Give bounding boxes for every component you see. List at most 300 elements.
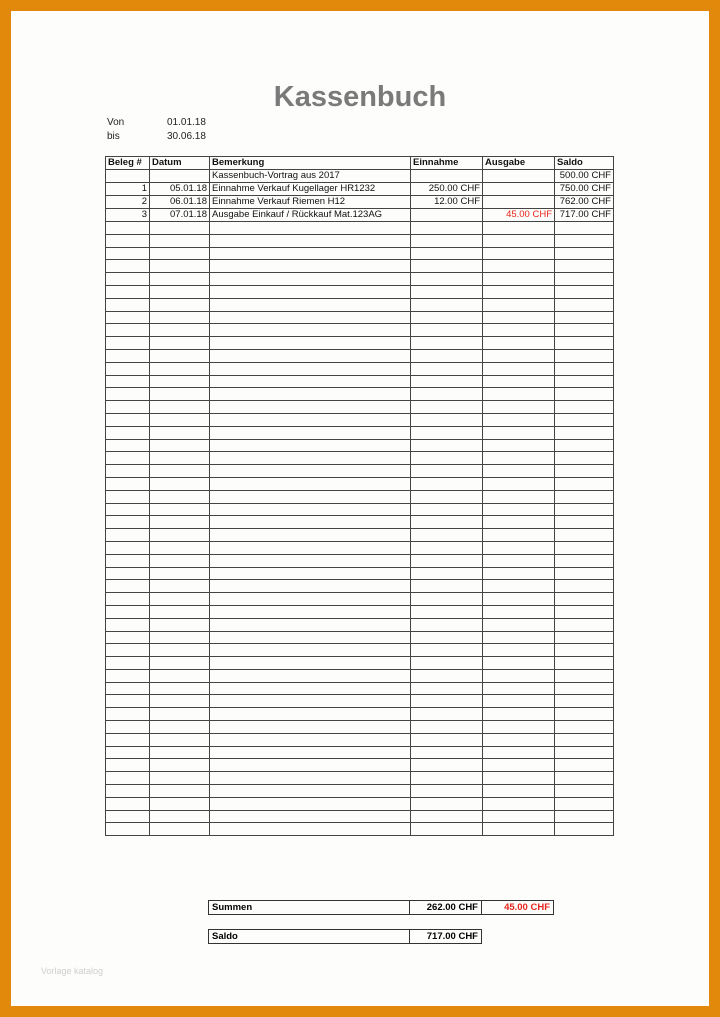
empty-table-row [106,324,614,337]
empty-cell [483,477,555,490]
empty-cell [555,541,614,554]
empty-cell [555,797,614,810]
empty-cell [210,273,411,286]
empty-cell [483,644,555,657]
empty-cell [106,401,150,414]
empty-cell [411,477,483,490]
empty-table-row [106,503,614,516]
empty-cell [555,810,614,823]
empty-cell [106,388,150,401]
empty-cell [106,593,150,606]
empty-cell [483,554,555,567]
empty-cell [555,490,614,503]
empty-cell [555,452,614,465]
empty-cell [555,554,614,567]
cell-bemerkung: Kassenbuch-Vortrag aus 2017 [210,170,411,183]
cell-ausgabe: 45.00 CHF [483,209,555,222]
empty-cell [210,337,411,350]
empty-cell [411,401,483,414]
empty-table-row [106,772,614,785]
empty-table-row [106,669,614,682]
empty-table-row [106,695,614,708]
empty-cell [150,631,210,644]
empty-table-row [106,375,614,388]
header-datum: Datum [150,157,210,170]
empty-cell [106,772,150,785]
empty-cell [106,733,150,746]
totals-label: Summen [209,901,410,915]
period-from-label: Von [107,117,125,128]
empty-table-row [106,465,614,478]
empty-cell [411,503,483,516]
empty-cell [483,452,555,465]
empty-cell [150,465,210,478]
empty-cell [555,644,614,657]
empty-cell [483,785,555,798]
empty-cell [483,605,555,618]
empty-cell [411,541,483,554]
empty-cell [555,401,614,414]
empty-table-row [106,554,614,567]
empty-cell [106,285,150,298]
empty-cell [150,426,210,439]
empty-cell [150,285,210,298]
empty-cell [555,682,614,695]
empty-cell [411,337,483,350]
empty-cell [106,605,150,618]
empty-table-row [106,311,614,324]
empty-cell [411,618,483,631]
empty-cell [483,682,555,695]
empty-cell [210,222,411,235]
empty-cell [210,503,411,516]
empty-cell [150,452,210,465]
empty-cell [483,810,555,823]
cell-einnahme [411,170,483,183]
empty-cell [150,529,210,542]
empty-cell [150,605,210,618]
header-ausgabe: Ausgabe [483,157,555,170]
empty-cell [483,657,555,670]
empty-cell [411,529,483,542]
empty-cell [555,222,614,235]
empty-cell [210,285,411,298]
empty-cell [555,759,614,772]
empty-cell [483,516,555,529]
totals-ausgabe: 45.00 CHF [482,901,554,915]
empty-cell [150,516,210,529]
cell-bemerkung: Einnahme Verkauf Riemen H12 [210,196,411,209]
empty-cell [411,746,483,759]
empty-cell [411,285,483,298]
empty-cell [411,669,483,682]
empty-cell [411,247,483,260]
empty-cell [210,413,411,426]
balance-label: Saldo [209,930,410,944]
empty-cell [411,452,483,465]
empty-table-row [106,349,614,362]
empty-cell [150,554,210,567]
empty-cell [150,797,210,810]
empty-cell [106,503,150,516]
empty-table-row [106,529,614,542]
empty-cell [555,375,614,388]
empty-cell [150,324,210,337]
empty-cell [210,260,411,273]
empty-cell [210,682,411,695]
empty-table-row [106,541,614,554]
empty-cell [150,273,210,286]
empty-cell [483,695,555,708]
empty-cell [411,490,483,503]
empty-cell [106,516,150,529]
empty-table-row [106,580,614,593]
period-to [107,131,206,142]
empty-cell [150,247,210,260]
empty-table-row [106,247,614,260]
empty-cell [483,772,555,785]
cell-beleg [106,170,150,183]
empty-cell [210,388,411,401]
empty-cell [106,567,150,580]
empty-cell [411,222,483,235]
empty-cell [411,388,483,401]
empty-cell [483,529,555,542]
empty-table-row [106,426,614,439]
empty-cell [483,337,555,350]
totals-row [208,900,554,915]
empty-cell [106,695,150,708]
empty-cell [106,785,150,798]
empty-cell [150,823,210,836]
empty-table-row [106,785,614,798]
empty-cell [106,669,150,682]
empty-cell [555,362,614,375]
empty-cell [210,810,411,823]
balance-value: 717.00 CHF [410,930,482,944]
empty-cell [210,452,411,465]
empty-cell [483,362,555,375]
cell-beleg: 3 [106,209,150,222]
balance-row [208,929,482,944]
empty-cell [210,567,411,580]
empty-cell [150,311,210,324]
empty-cell [555,273,614,286]
empty-cell [555,695,614,708]
table-row [106,209,614,222]
empty-cell [150,401,210,414]
document-page [11,11,709,1006]
empty-table-row [106,682,614,695]
empty-cell [210,823,411,836]
empty-table-row [106,631,614,644]
empty-cell [411,631,483,644]
empty-cell [411,260,483,273]
empty-cell [411,772,483,785]
empty-cell [555,439,614,452]
empty-cell [555,618,614,631]
empty-cell [483,413,555,426]
empty-cell [210,426,411,439]
empty-cell [555,426,614,439]
empty-cell [150,541,210,554]
empty-cell [210,631,411,644]
empty-cell [411,375,483,388]
empty-cell [483,797,555,810]
empty-cell [483,759,555,772]
empty-cell [555,413,614,426]
empty-cell [411,465,483,478]
totals-einnahme: 262.00 CHF [410,901,482,915]
empty-table-row [106,452,614,465]
empty-cell [150,388,210,401]
empty-cell [483,567,555,580]
empty-cell [483,618,555,631]
empty-table-row [106,401,614,414]
empty-cell [411,823,483,836]
empty-cell [555,247,614,260]
empty-cell [150,234,210,247]
empty-cell [411,708,483,721]
empty-cell [210,593,411,606]
empty-cell [150,759,210,772]
period-from-value: 01.01.18 [167,117,206,128]
empty-cell [411,580,483,593]
empty-cell [210,554,411,567]
empty-cell [106,618,150,631]
table-row [106,183,614,196]
empty-cell [210,669,411,682]
empty-cell [106,682,150,695]
empty-table-row [106,413,614,426]
empty-cell [150,362,210,375]
empty-cell [106,413,150,426]
header-einnahme: Einnahme [411,157,483,170]
empty-cell [150,260,210,273]
empty-cell [150,682,210,695]
empty-cell [106,426,150,439]
empty-cell [411,644,483,657]
period-to-value: 30.06.18 [167,131,206,142]
empty-cell [106,797,150,810]
page-title: Kassenbuch [273,81,447,113]
empty-table-row [106,234,614,247]
empty-cell [150,593,210,606]
empty-cell [483,465,555,478]
empty-cell [150,298,210,311]
empty-cell [106,657,150,670]
empty-cell [150,375,210,388]
empty-table-row [106,605,614,618]
cell-saldo: 717.00 CHF [555,209,614,222]
period-from [107,117,206,128]
empty-table-row [106,657,614,670]
empty-table-row [106,733,614,746]
cell-beleg: 1 [106,183,150,196]
empty-cell [411,785,483,798]
empty-cell [411,721,483,734]
empty-cell [106,746,150,759]
empty-cell [555,772,614,785]
cell-ausgabe [483,196,555,209]
empty-cell [210,759,411,772]
empty-table-row [106,273,614,286]
empty-cell [411,733,483,746]
empty-cell [106,298,150,311]
empty-table-row [106,797,614,810]
cell-saldo: 762.00 CHF [555,196,614,209]
empty-cell [483,746,555,759]
cell-bemerkung: Einnahme Verkauf Kugellager HR1232 [210,183,411,196]
empty-cell [483,541,555,554]
empty-cell [210,580,411,593]
empty-cell [150,349,210,362]
empty-cell [483,298,555,311]
empty-cell [411,362,483,375]
header-saldo: Saldo [555,157,614,170]
empty-cell [210,708,411,721]
empty-cell [411,695,483,708]
empty-cell [555,669,614,682]
empty-table-row [106,746,614,759]
cell-einnahme [411,209,483,222]
cell-datum: 07.01.18 [150,209,210,222]
empty-cell [555,516,614,529]
empty-cell [483,311,555,324]
empty-cell [106,529,150,542]
empty-cell [411,426,483,439]
empty-cell [555,311,614,324]
empty-cell [106,222,150,235]
empty-cell [150,644,210,657]
empty-cell [106,554,150,567]
empty-cell [411,605,483,618]
empty-table-row [106,618,614,631]
empty-cell [106,644,150,657]
empty-cell [483,273,555,286]
empty-cell [106,247,150,260]
empty-cell [106,580,150,593]
empty-table-row [106,260,614,273]
empty-cell [411,234,483,247]
cell-datum: 06.01.18 [150,196,210,209]
empty-cell [483,260,555,273]
empty-cell [483,669,555,682]
empty-table-row [106,388,614,401]
empty-cell [555,785,614,798]
empty-cell [210,785,411,798]
header-beleg: Beleg # [106,157,150,170]
empty-table-row [106,644,614,657]
empty-cell [106,631,150,644]
empty-cell [555,388,614,401]
empty-cell [150,439,210,452]
cell-ausgabe [483,170,555,183]
cell-einnahme: 250.00 CHF [411,183,483,196]
empty-cell [150,746,210,759]
cell-ausgabe [483,183,555,196]
empty-cell [210,465,411,478]
empty-cell [555,465,614,478]
empty-table-row [106,516,614,529]
empty-cell [106,490,150,503]
empty-cell [106,273,150,286]
empty-cell [555,477,614,490]
empty-cell [210,311,411,324]
empty-cell [555,349,614,362]
empty-cell [411,810,483,823]
table-row [106,170,614,183]
empty-cell [150,785,210,798]
empty-cell [106,823,150,836]
empty-table-row [106,823,614,836]
empty-cell [555,580,614,593]
empty-cell [555,234,614,247]
empty-cell [483,503,555,516]
empty-cell [106,759,150,772]
empty-cell [210,746,411,759]
empty-cell [483,733,555,746]
empty-cell [210,644,411,657]
empty-cell [483,401,555,414]
empty-cell [483,247,555,260]
empty-cell [555,503,614,516]
empty-cell [106,541,150,554]
empty-cell [411,516,483,529]
empty-cell [555,657,614,670]
cell-einnahme: 12.00 CHF [411,196,483,209]
cell-beleg: 2 [106,196,150,209]
empty-cell [411,657,483,670]
empty-cell [483,721,555,734]
empty-cell [210,298,411,311]
empty-table-row [106,567,614,580]
empty-table-row [106,337,614,350]
empty-cell [106,465,150,478]
empty-table-row [106,708,614,721]
empty-cell [210,733,411,746]
empty-cell [150,337,210,350]
empty-cell [106,452,150,465]
empty-cell [555,285,614,298]
empty-cell [210,375,411,388]
empty-cell [210,605,411,618]
empty-cell [150,721,210,734]
empty-table-row [106,593,614,606]
cell-datum [150,170,210,183]
empty-cell [411,413,483,426]
period-to-label: bis [107,131,120,142]
empty-cell [150,669,210,682]
empty-cell [106,311,150,324]
empty-table-row [106,222,614,235]
empty-cell [210,618,411,631]
empty-cell [483,490,555,503]
cell-bemerkung: Ausgabe Einkauf / Rückkauf Mat.123AG [210,209,411,222]
empty-cell [150,657,210,670]
empty-cell [411,593,483,606]
empty-cell [106,477,150,490]
empty-cell [555,746,614,759]
cell-datum: 05.01.18 [150,183,210,196]
empty-cell [150,222,210,235]
empty-cell [411,324,483,337]
empty-cell [106,260,150,273]
empty-cell [210,695,411,708]
empty-cell [210,657,411,670]
cashbook-table [105,156,614,836]
empty-cell [483,324,555,337]
